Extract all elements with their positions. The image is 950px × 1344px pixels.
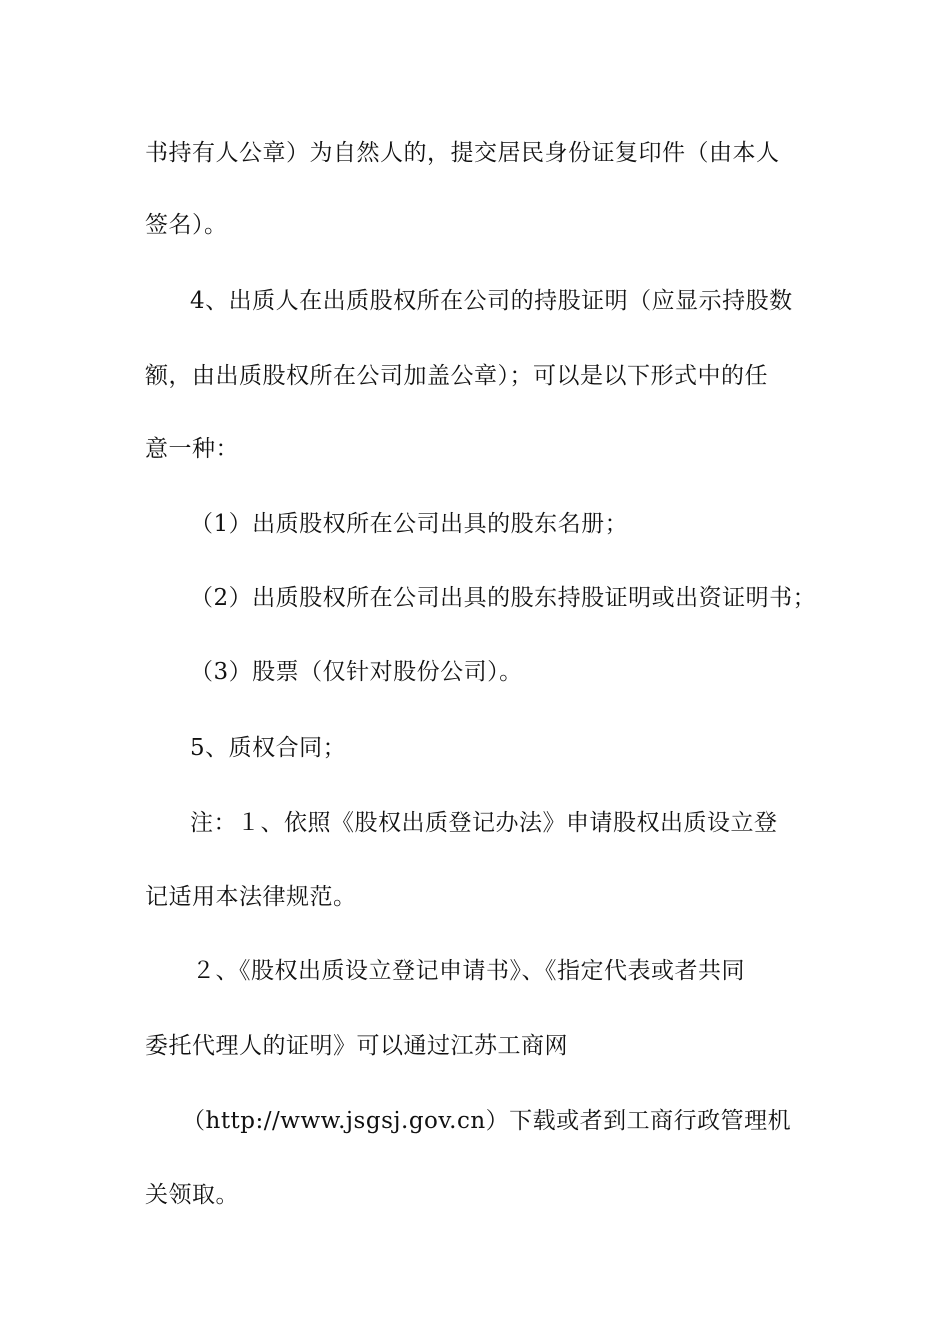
note-2-line-1: ２、《股权出质设立登记申请书》、《指定代表或者共同 [192, 958, 745, 984]
paragraph-2-line-3: 意一种： [145, 436, 239, 462]
note-last-line: 关领取。 [145, 1182, 239, 1208]
note-2-line-2: 委托代理人的证明》可以通过江苏工商网 [145, 1033, 568, 1059]
paragraph-1-line-2: 签名）。 [145, 212, 228, 238]
list-item-1: （1）出质股权所在公司出具的股东名册； [190, 511, 629, 537]
list-item-2: （2）出质股权所在公司出具的股东持股证明或出资证明书； [190, 585, 817, 611]
list-item-3: （3）股票（仅针对股份公司）。 [190, 659, 523, 685]
note-url-line: （http://www.jsgsj.gov.cn）下载或者到工商行政管理机 [182, 1108, 792, 1134]
paragraph-2-line-2: 额，由出质股权所在公司加盖公章）；可以是以下形式中的任 [145, 363, 768, 389]
paragraph-1-line-1: 书持有人公章）为自然人的，提交居民身份证复印件（由本人 [145, 140, 780, 166]
note-line-2: 记适用本法律规范。 [145, 884, 357, 910]
paragraph-2-line-1: 4、出质人在出质股权所在公司的持股证明（应显示持股数 [190, 288, 793, 314]
note-line-1: 注：１、依照《股权出质登记办法》申请股权出质设立登 [190, 810, 778, 836]
paragraph-5: 5、质权合同； [190, 735, 347, 761]
